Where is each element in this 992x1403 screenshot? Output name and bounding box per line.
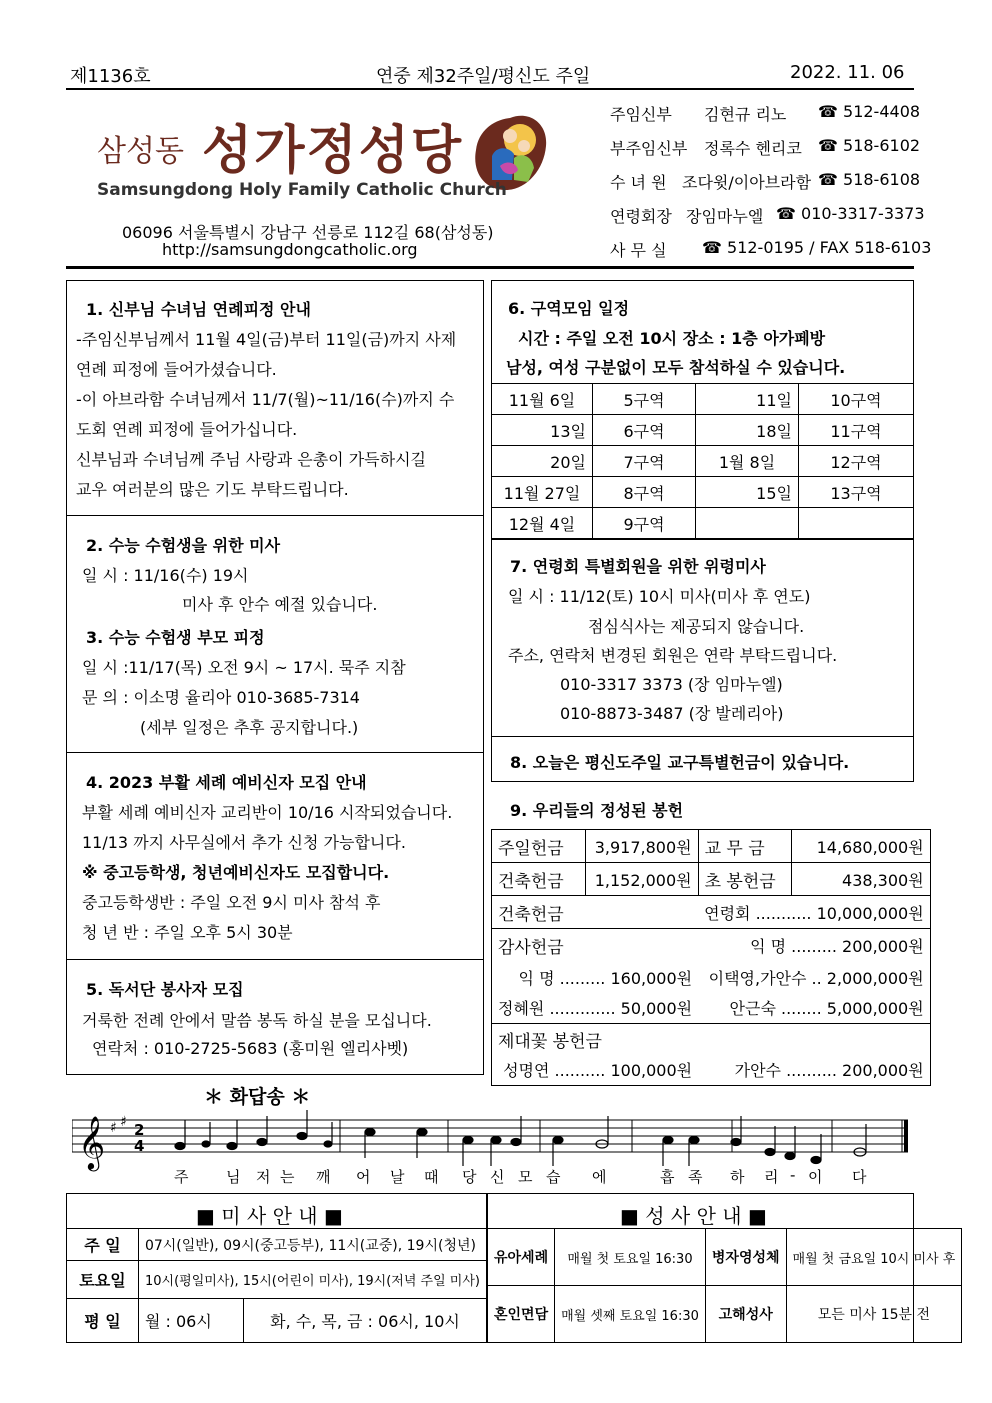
lyric-syllable: 날	[390, 1168, 405, 1186]
table-cell: 12월 4일	[492, 508, 593, 539]
table-cell: 10구역	[799, 384, 914, 415]
contact-name: 김현규 리노	[704, 105, 787, 124]
lyric-syllable: 족	[688, 1168, 703, 1186]
issue-number: 제1136호	[70, 66, 151, 87]
table-cell: 7구역	[593, 446, 696, 477]
table-cell: 평 일	[67, 1299, 139, 1343]
text-line: 연락처 : 010-2725-5683 (홍미원 엘리사벳)	[92, 1039, 409, 1058]
table-cell: 제대꽃 봉헌금	[492, 1024, 931, 1055]
table-cell: 13일	[492, 415, 593, 446]
text-line: 거룩한 전례 안에서 말씀 봉독 하실 분을 모십니다.	[82, 1011, 432, 1030]
svg-text:𝄞: 𝄞	[78, 1115, 106, 1169]
table-row	[67, 1299, 487, 1343]
table-cell: 성명연 .......... 100,000원	[492, 1055, 699, 1086]
table-cell: 주 일	[67, 1229, 139, 1261]
lyric-syllable: 때	[424, 1168, 439, 1186]
table-cell	[696, 508, 799, 539]
text-line: 연례 피정에 들어가셨습니다.	[76, 360, 277, 379]
contact-role: 주임신부	[610, 105, 672, 124]
section-title: 2. 수능 수험생을 위한 미사	[86, 536, 281, 555]
sacrament-title: ■ 성 사 안 내 ■	[620, 1204, 767, 1228]
lyric-syllable: 습	[546, 1168, 561, 1186]
table-cell: 토요일	[67, 1261, 139, 1299]
mass-table	[66, 1228, 487, 1343]
church-english-name: Samsungdong Holy Family Catholic Church	[97, 180, 507, 200]
text-line: ※ 중고등학생, 청년예비신자도 모집합니다.	[82, 863, 390, 882]
text-line: -이 아브라함 수녀님께서 11/7(월)~11/16(수)까지 수	[76, 390, 455, 409]
contact-role: 사 무 실	[610, 241, 667, 260]
table-cell: 9구역	[593, 508, 696, 539]
church-address: 06096 서울특별시 강남구 선릉로 112길 68(삼성동)	[122, 223, 494, 242]
table-cell: 월 : 06시	[138, 1299, 243, 1343]
table-cell: 6구역	[593, 415, 696, 446]
section-title: 4. 2023 부활 세례 예비신자 모집 안내	[86, 773, 367, 792]
text-line: 신부님과 수녀님께 주님 사랑과 은총이 가득하시길	[76, 450, 427, 469]
section-title: 1. 신부님 수녀님 연례피정 안내	[86, 300, 311, 319]
svg-text:♯: ♯	[120, 1114, 127, 1130]
table-row	[67, 1261, 487, 1299]
lyric-syllable: 다	[852, 1168, 867, 1186]
contact-phone: ☎ 512-0195 / FAX 518-6103	[702, 238, 932, 257]
meeting-time-place: 시간 : 주일 오전 10시 장소 : 1층 아가페방	[518, 329, 826, 348]
table-cell: 정혜원 ............. 50,000원	[492, 993, 699, 1024]
text-line: 부활 세례 예비신자 교리반이 10/16 시작되었습니다.	[82, 803, 453, 822]
text-line: 11/13 까지 사무실에서 추가 신청 가능합니다.	[82, 833, 406, 852]
contact-role: 수 녀 원	[610, 173, 667, 192]
contact-phone: ☎ 518-6108	[818, 170, 921, 189]
section-title: 8. 오늘은 평신도주일 교구특별헌금이 있습니다.	[510, 753, 850, 772]
table-cell: 초 봉헌금	[698, 863, 791, 896]
text-line: 문 의 : 이소명 율리아 010-3685-7314	[82, 688, 360, 707]
table-cell	[799, 508, 914, 539]
lyric-syllable: 리	[764, 1168, 779, 1186]
table-cell: 감사헌금	[492, 929, 699, 962]
table-row	[492, 446, 914, 477]
song-title: ＊ 화답송 ＊	[204, 1086, 311, 1108]
svg-text:♯: ♯	[110, 1120, 117, 1136]
contact-role: 부주임신부	[610, 139, 688, 158]
contact-phone: ☎ 512-4408	[818, 102, 921, 121]
table-row	[492, 830, 931, 863]
table-row	[492, 929, 931, 962]
table-cell: 11월 27일	[492, 477, 593, 508]
church-url[interactable]: http://samsungdongcatholic.org	[162, 240, 418, 259]
header-rule	[66, 88, 914, 90]
meeting-note: 남성, 여성 구분없이 모두 참석하실 수 있습니다.	[506, 358, 846, 377]
contact-name: 조다윗/이아브라함	[682, 173, 812, 192]
table-cell: 5구역	[593, 384, 696, 415]
lyric-syllable: 어	[356, 1168, 371, 1186]
table-cell: 1,152,000원	[586, 863, 699, 896]
church-area: 삼성동	[97, 134, 184, 169]
table-cell: 14,680,000원	[791, 830, 930, 863]
table-cell: 가안수 .......... 200,000원	[698, 1055, 930, 1086]
table-cell: 11월 6일	[492, 384, 593, 415]
lyric-syllable: -	[790, 1166, 796, 1184]
text-line: 중고등학생반 : 주일 오전 9시 미사 참석 후	[82, 893, 381, 912]
issue-date: 2022. 11. 06	[790, 62, 905, 83]
lyric-syllable: 모	[518, 1168, 533, 1186]
liturgy-title: 연중 제32주일/평신도 주일	[376, 66, 591, 87]
table-row	[488, 1229, 962, 1286]
contact-phone: ☎ 518-6102	[818, 136, 921, 155]
lyric-syllable: 에	[592, 1168, 607, 1186]
table-cell: 매월 첫 토요일 16:30	[555, 1229, 706, 1286]
text-line: 010-8873-3487 (장 발레리아)	[560, 704, 784, 723]
lyric-syllable: 님	[226, 1168, 241, 1186]
table-cell: 11구역	[799, 415, 914, 446]
svg-text:4: 4	[134, 1137, 145, 1155]
section-title: 3. 수능 수험생 부모 피정	[86, 628, 265, 647]
svg-text:2: 2	[134, 1121, 145, 1139]
table-row	[492, 993, 931, 1024]
text-line: 미사 후 안수 예절 있습니다.	[182, 595, 378, 614]
table-row	[492, 1055, 931, 1086]
mass-title: ■ 미 사 안 내 ■	[196, 1204, 343, 1228]
table-cell: 건축헌금	[492, 896, 699, 929]
text-line: 청 년 반 : 주일 오후 5시 30분	[82, 923, 293, 942]
table-cell: 438,300원	[791, 863, 930, 896]
table-row	[492, 962, 931, 993]
offering-table	[491, 829, 931, 1086]
table-cell: 매월 첫 금요일 10시 미사 후	[786, 1229, 962, 1286]
table-cell: 이택영,가안수 .. 2,000,000원	[698, 962, 930, 993]
lyric-syllable: 깨	[316, 1168, 331, 1186]
contact-name: 정록수 헨리코	[704, 139, 802, 158]
text-line: -주임신부님께서 11월 4일(금)부터 11일(금)까지 사제	[76, 330, 457, 349]
table-row	[492, 863, 931, 896]
table-cell: 혼인면담	[488, 1286, 555, 1343]
lyric-syllable: 주	[174, 1168, 189, 1186]
table-cell: 15일	[696, 477, 799, 508]
lyric-syllable: 저	[256, 1168, 271, 1186]
district-schedule-table	[491, 383, 914, 539]
contact-name: 장임마누엘	[686, 207, 764, 226]
table-cell: 고해성사	[705, 1286, 786, 1343]
table-cell: 07시(일반), 09시(중고등부), 11시(교중), 19시(청년)	[138, 1229, 486, 1261]
sacrament-table	[487, 1228, 962, 1343]
table-row	[492, 384, 914, 415]
lyric-syllable: 이	[808, 1168, 823, 1186]
lyric-syllable: 신	[490, 1168, 505, 1186]
contact-role: 연령회장	[610, 207, 672, 226]
text-line: 010-3317 3373 (장 임마누엘)	[560, 675, 783, 694]
text-line: 주소, 연락처 변경된 회원은 연락 부탁드립니다.	[508, 646, 838, 665]
table-cell: 익 명 ......... 160,000원	[492, 962, 699, 993]
table-cell: 18일	[696, 415, 799, 446]
text-line: (세부 일정은 추후 공지합니다.)	[140, 718, 359, 737]
text-line: 도회 연례 피정에 들어가십니다.	[76, 420, 298, 439]
table-cell: 11일	[696, 384, 799, 415]
table-row	[488, 1286, 962, 1343]
text-line: 일 시 : 11/12(토) 10시 미사(미사 후 연도)	[508, 587, 811, 606]
table-cell: 1월 8일	[696, 446, 799, 477]
contact-phone: ☎ 010-3317-3373	[776, 204, 925, 223]
table-cell: 모든 미사 15분 전	[786, 1286, 962, 1343]
table-cell: 주일헌금	[492, 830, 586, 863]
table-cell: 유아세례	[488, 1229, 555, 1286]
table-cell: 13구역	[799, 477, 914, 508]
masthead-rule	[66, 266, 914, 269]
section-title: 6. 구역모임 일정	[508, 299, 630, 318]
table-cell: 익 명 ......... 200,000원	[698, 929, 930, 962]
section-title: 7. 연령회 특별회원을 위한 위령미사	[510, 557, 766, 576]
church-name: 성가정성당	[202, 121, 464, 181]
text-line: 점심식사는 제공되지 않습니다.	[588, 617, 805, 636]
section-title: 9. 우리들의 정성된 봉헌	[510, 801, 684, 820]
table-cell: 화, 수, 목, 금 : 06시, 10시	[243, 1299, 486, 1343]
table-cell: 20일	[492, 446, 593, 477]
text-line: 일 시 : 11/16(수) 19시	[82, 566, 249, 585]
lyric-syllable: 당	[462, 1168, 477, 1186]
lyric-syllable: 하	[730, 1168, 745, 1186]
table-cell: 매월 셋째 토요일 16:30	[555, 1286, 706, 1343]
table-cell: 병자영성체	[705, 1229, 786, 1286]
table-cell: 교 무 금	[698, 830, 791, 863]
lyric-syllable: 흡	[660, 1168, 675, 1186]
table-cell: 연령회 ........... 10,000,000원	[698, 896, 930, 929]
table-cell: 10시(평일미사), 15시(어린이 미사), 19시(저녁 주일 미사)	[138, 1261, 486, 1299]
table-cell: 안근숙 ........ 5,000,000원	[698, 993, 930, 1024]
table-cell: 8구역	[593, 477, 696, 508]
table-cell: 건축헌금	[492, 863, 586, 896]
lyric-syllable: 는	[280, 1168, 295, 1186]
text-line: 교우 여러분의 많은 기도 부탁드립니다.	[76, 480, 349, 499]
table-cell: 3,917,800원	[586, 830, 699, 863]
table-row	[67, 1229, 487, 1261]
section-title: 5. 독서단 봉사자 모집	[86, 980, 244, 999]
table-row	[492, 415, 914, 446]
table-row	[492, 896, 931, 929]
table-row	[492, 477, 914, 508]
text-line: 일 시 :11/17(목) 오전 9시 ~ 17시. 묵주 지참	[82, 658, 406, 677]
table-row	[492, 1024, 931, 1055]
table-row	[492, 508, 914, 539]
table-cell: 12구역	[799, 446, 914, 477]
